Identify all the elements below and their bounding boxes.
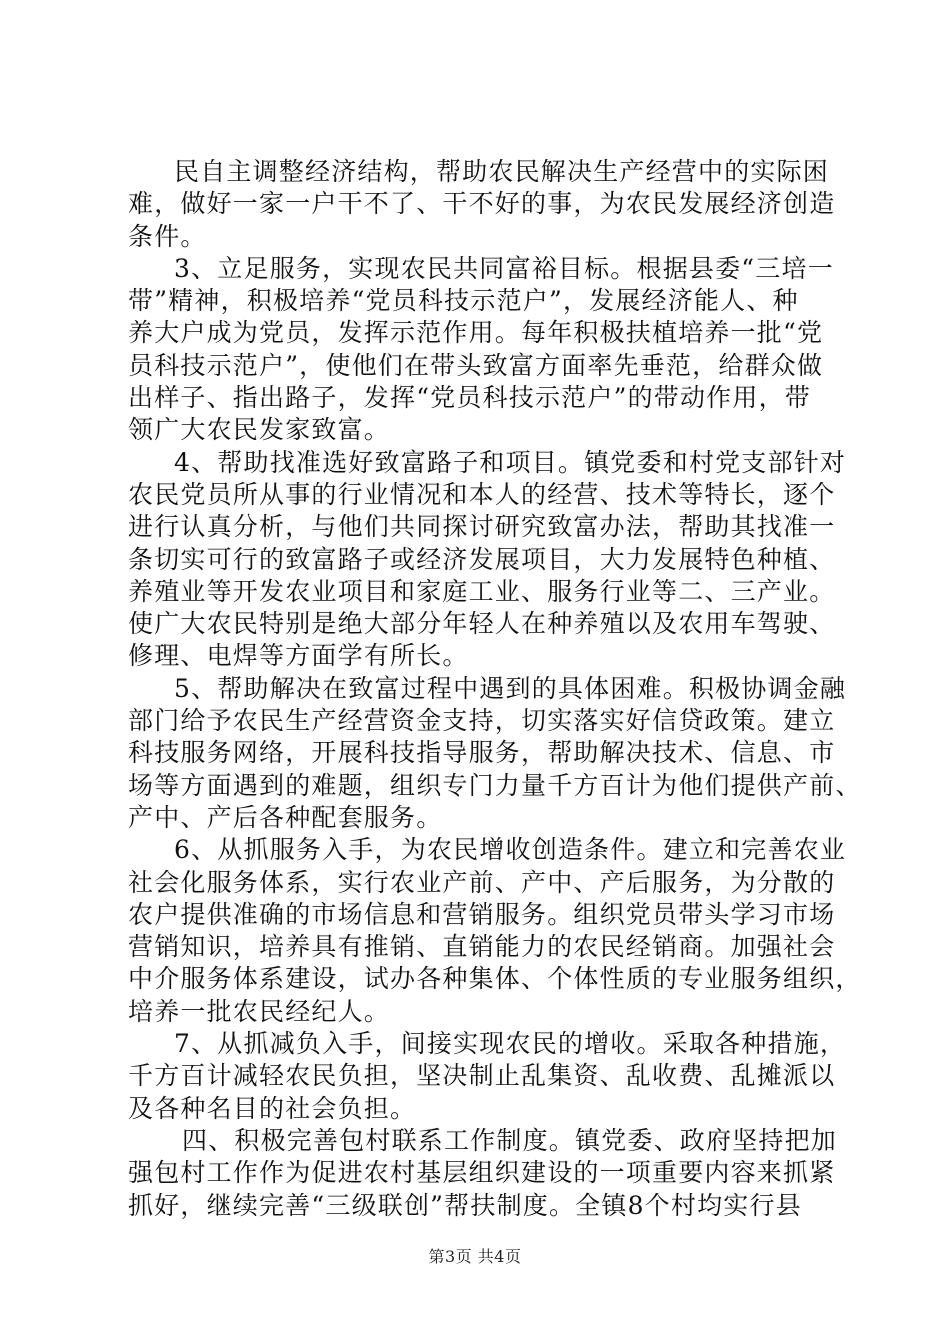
text-line: 部门给予农民生产经营资金支持，切实落实好信贷政策。建立 (128, 706, 836, 736)
text-line: 场等方面遇到的难题，组织专门力量千方百计为他们提供产前、 (128, 770, 862, 800)
text-line: 领广大农民发家致富。 (128, 415, 391, 445)
text-line: 产中、产后各种配套服务。 (128, 802, 443, 832)
text-line: 出样子、指出路子，发挥“党员科技示范户”的带动作用，带 (128, 383, 811, 413)
text-line: 带”精神，积极培养“党员科技示范户”，发展经济能人、种 (128, 286, 799, 316)
text-line: 养殖业等开发农业项目和家庭工业、服务行业等二、三产业。 (128, 576, 836, 606)
text-line: 养大户成为党员，发挥示范作用。每年积极扶植培养一批“党 (128, 318, 824, 348)
text-line: 条件。 (128, 221, 207, 251)
page-number-footer: 第3页 共4页 (428, 1247, 522, 1266)
text-line: 条切实可行的致富路子或经济发展项目，大力发展特色种植、 (128, 544, 836, 574)
text-line: 难，做好一家一户干不了、干不好的事，为农民发展经济创造 (128, 189, 836, 219)
paragraph-7-start: 7、从抓减负入手，间接实现农民的增收。采取各种措施， (174, 1029, 847, 1059)
text-line: 修理、电焊等方面学有所长。 (128, 641, 469, 671)
text-line: 千方百计减轻农民负担，坚决制止乱集资、乱收费、乱摊派以 (128, 1061, 836, 1091)
text-line: 培养一批农民经纪人。 (128, 996, 391, 1026)
text-line: 强包村工作作为促进农村基层组织建设的一项重要内容来抓紧 (128, 1158, 836, 1188)
text-line: 进行认真分析，与他们共同探讨研究致富办法，帮助其找准一 (128, 512, 836, 542)
paragraph-6-start: 6、从抓服务入手，为农民增收创造条件。建立和完善农业 (174, 835, 847, 865)
text-line: 员科技示范户”，使他们在带头致富方面率先垂范，给群众做 (128, 350, 824, 380)
text-line: 民自主调整经济结构，帮助农民解决生产经营中的实际困 (174, 157, 830, 186)
text-line: 抓好，继续完善“三级联创”帮扶制度。全镇8个村均实行县 (128, 1190, 802, 1220)
text-line: 科技服务网络，开展科技指导服务，帮助解决技术、信息、市 (128, 738, 836, 768)
text-line: 及各种名目的社会负担。 (128, 1093, 417, 1123)
section-4-heading-start: 四、积极完善包村联系工作制度。镇党委、政府坚持把加 (182, 1125, 838, 1155)
text-line: 农户提供准确的市场信息和营销服务。组织党员带头学习市场 (128, 899, 836, 929)
paragraph-4-start: 4、帮助找准选好致富路子和项目。镇党委和村党支部针对 (174, 447, 847, 477)
document-body (128, 156, 862, 1222)
text-line: 农民党员所从事的行业情况和本人的经营、技术等特长，逐个 (128, 479, 836, 509)
paragraph-3-start: 3、立足服务，实现农民共同富裕目标。根据县委“三培一 (174, 253, 834, 283)
paragraph-5-start: 5、帮助解决在致富过程中遇到的具体困难。积极协调金融 (174, 673, 847, 703)
text-line: 中介服务体系建设，试办各种集体、个体性质的专业服务组织， (128, 964, 862, 994)
text-line: 社会化服务体系，实行农业产前、产中、产后服务，为分散的 (128, 867, 836, 897)
text-line: 营销知识，培养具有推销、直销能力的农民经销商。加强社会 (128, 932, 836, 962)
text-line: 使广大农民特别是绝大部分年轻人在种养殖以及农用车驾驶、 (128, 609, 836, 639)
